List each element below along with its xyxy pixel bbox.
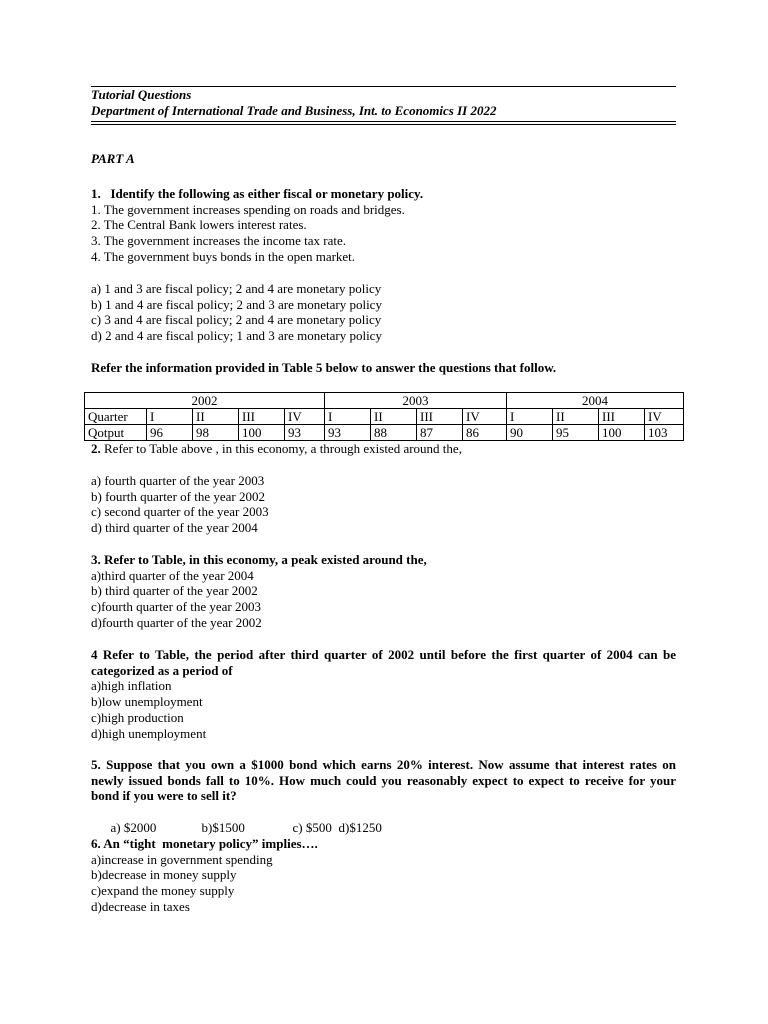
table-output-row [85, 425, 684, 441]
table-cell: 100 [599, 425, 645, 441]
table-cell: II [193, 409, 239, 425]
question-1-options [91, 281, 676, 344]
header-rule-double [91, 124, 676, 125]
option-b: b) 1 and 4 are fiscal policy; 2 and 3 are monetary policy [91, 296, 382, 312]
table-cell: I [147, 409, 193, 425]
table-cell: IV [285, 409, 325, 425]
row-label: Qotput [85, 425, 147, 441]
statement-item: 3. The government increases the income tax rate. [91, 233, 346, 249]
question-3-text: 3. Refer to Table, in this economy, a peak existed around the, [91, 552, 427, 567]
part-heading: PART A [91, 151, 135, 166]
statement-item: 1. The government increases spending on roads and bridges. [91, 201, 405, 217]
table-cell: 98 [193, 425, 239, 441]
question-5-text: 5. Suppose that you own a $1000 bond which earns 20% interest. Now assume that interest rates on newly issued bonds fall to 10%. How much could you reasonably expect to expect to receive for your bond if you were to sell it? [91, 757, 676, 804]
row-label: Quarter [85, 409, 147, 425]
option-a: a) 1 and 3 are fiscal policy; 2 and 4 are monetary policy [91, 281, 382, 296]
table-cell: 93 [325, 425, 371, 441]
option-a: a)high inflation [91, 678, 172, 694]
question-2-options [91, 473, 676, 536]
option-b: b)$1500 [201, 819, 245, 835]
table-cell: IV [645, 409, 684, 425]
option-d: d)decrease in taxes [91, 898, 190, 914]
table-cell: 103 [645, 425, 684, 441]
option-a: a) fourth quarter of the year 2003 [91, 473, 265, 488]
table-cell: 100 [239, 425, 285, 441]
option-c: c)fourth quarter of the year 2003 [91, 599, 262, 615]
option-c: c) 3 and 4 are fiscal policy; 2 and 4 are monetary policy [91, 312, 382, 328]
question-2 [91, 441, 676, 457]
document-header [91, 86, 676, 125]
header-subtitle: Department of International Trade and Business, Int. to Economics II 2022 [91, 103, 497, 118]
option-b: b) third quarter of the year 2002 [91, 583, 258, 599]
table-cell: 93 [285, 425, 325, 441]
table-cell: I [325, 409, 371, 425]
option-d: d) third quarter of the year 2004 [91, 520, 258, 536]
option-a: a)increase in government spending [91, 851, 273, 867]
option-b: b)low unemployment [91, 694, 203, 710]
table-cell: I [507, 409, 553, 425]
table-cell: 86 [463, 425, 507, 441]
question-4 [91, 647, 676, 741]
header-title: Tutorial Questions [91, 87, 192, 102]
question-2-text: Refer to Table above , in this economy, a through existed around the, [100, 441, 462, 456]
option-d: d)high unemployment [91, 725, 207, 741]
option-c: c)high production [91, 709, 184, 725]
question-3 [91, 552, 676, 631]
table-cell: 96 [147, 425, 193, 441]
question-4-text: 4 Refer to Table, the period after third quarter of 2002 until before the first quarter of 2004 can be categorized as a period of [91, 647, 676, 678]
header-rule [91, 121, 676, 122]
table-instruction: Refer the information provided in Table 5 below to answer the questions that follow. [91, 360, 557, 375]
question-6 [91, 836, 676, 915]
year-header: 2002 [85, 393, 325, 409]
question-1-text: 1. Identify the following as either fiscal or monetary policy. [91, 186, 424, 201]
option-a: a) $2000 [110, 819, 157, 835]
option-c: c)expand the money supply [91, 883, 235, 899]
year-header: 2003 [325, 393, 507, 409]
table-year-row [85, 393, 684, 409]
table-cell: III [417, 409, 463, 425]
option-c: c) $500 [292, 819, 332, 835]
option-b: b) fourth quarter of the year 2002 [91, 488, 265, 504]
option-d: d)fourth quarter of the year 2002 [91, 614, 262, 630]
option-c: c) second quarter of the year 2003 [91, 504, 269, 520]
year-header: 2004 [507, 393, 684, 409]
table-cell: III [239, 409, 285, 425]
table-quarter-row [85, 409, 684, 425]
table-cell: IV [463, 409, 507, 425]
option-d: d) 2 and 4 are fiscal policy; 1 and 3 are monetary policy [91, 328, 382, 344]
table-cell: II [553, 409, 599, 425]
statement-item: 4. The government buys bonds in the open market. [91, 248, 356, 264]
option-b: b)decrease in money supply [91, 867, 237, 883]
option-d: d)$1250 [338, 819, 382, 835]
question-2-number: 2. [91, 441, 101, 456]
question-1 [91, 186, 676, 265]
output-table [84, 392, 684, 441]
table-cell: 87 [417, 425, 463, 441]
table-cell: 95 [553, 425, 599, 441]
table-cell: III [599, 409, 645, 425]
option-a: a)third quarter of the year 2004 [91, 567, 254, 583]
table-cell: 88 [371, 425, 417, 441]
question-6-text: 6. An “tight monetary policy” implies…. [91, 836, 318, 851]
table-cell: II [371, 409, 417, 425]
table-cell: 90 [507, 425, 553, 441]
statement-item: 2. The Central Bank lowers interest rates. [91, 217, 307, 233]
